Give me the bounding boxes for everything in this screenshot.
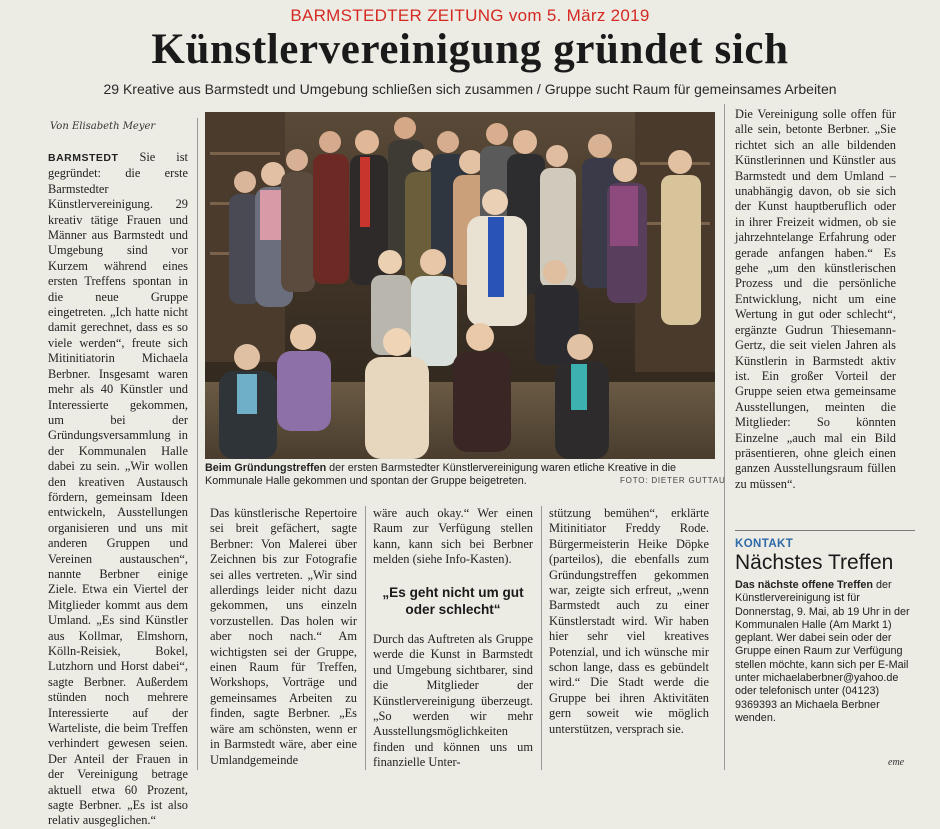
column-rule [365,506,366,770]
column-text: Sie ist gegründet: die erste Barmstedter Künstlervereinigung. 29 kreativ tätige Frauen und Männer aus Barmstedt und Umgebung sind vor Kurzem während eines ersten Treffens spontan in die neue Gruppe eingetreten. „Ich hatte nicht damit gerechnet, dass es so viele werden“, freute sich Mitinitiatorin Michaela Berbner. Insgesamt waren mehr als 40 Künstler und Interessierte gekommen, um bei der Gründungsversammlung in der Kommunalen Halle dabei zu sein. „Wir wollen den kreativen Austausch fördern, gemeinsam Ideen entwickeln, Ausstellungen organisieren und uns mit anderen Gruppen und Vereinen austauschen“, nannte Berbner einige Ziele. Etwa ein Viertel der Mitglieder kommt aus dem Umland. „Es sind Künstler aus Kollmar, Elmshorn, Kölln-Reisiek, Bokel, Lutzhorn und Horst dabei“, sagte Berbner. Außerdem stünden noch mehrere Interessierte auf der Warteliste, die beim Treffen verhindert gewesen seien. Der Anteil der Frauen in der Vereinigung betrage aktuell etwa 60 Prozent, sagte Berbner. „Es ist also relativ ausgeglichen.“ [48,150,188,828]
contact-lead: Das nächste offene Treffen [735,579,873,591]
subheadline: 29 Kreative aus Barmstedt und Umgebung schließen sich zusammen / Gruppe sucht Raum für gemeinsames Arbeiten [103,81,837,97]
column-rule [197,118,198,770]
article-column-1 [48,150,188,828]
contact-label: KONTAKT [735,538,794,550]
article-column-right [735,107,896,525]
caption-text: der ersten Barmstedter Künstlervereinigung waren etliche Kreative in die Kommunale Halle gekommen und spontan der Gruppe beigetreten. [205,462,677,487]
photo-credit: FOTO: DIETER GUTTAU [620,476,726,485]
byline: Von Elisabeth Meyer [50,121,156,132]
author-signature: eme [888,757,905,768]
article-column-4 [549,506,709,774]
section-rule [735,530,915,531]
article-column-2 [210,506,357,774]
newspaper-source: BARMSTEDTER ZEITUNG vom 5. März 2019 [290,6,650,25]
group-photo-illustration [205,112,715,459]
column-rule [724,104,725,770]
caption-lead: Beim Gründungstreffen [205,462,327,474]
article-column-3 [373,506,533,774]
dateline: BARMSTEDT [48,152,119,164]
contact-body [735,579,915,725]
contact-infobox [735,538,915,770]
column-text: stützung bemühen“, erklärte Mitinitiator Freddy Rode. Bürgermeisterin Heike Döpke (parteilos), die ebenfalls zum Gründungstreffen gekommen war, zeigte sich erfreut, „wenn Barmstedt auch zu einer Künstlerstadt wird. Wir haben hier sehr viel kreatives Potenzial, und ich wünsche mir schon lange, dass es gebündelt wird.“ Die Stadt werde die Gruppe bei ihren Aktivitäten gern soweit wie möglich unterstützen, versprach sie. [549,506,709,736]
contact-text: der Künstlervereinigung ist für Donnerstag, 9. Mai, ab 19 Uhr in der Kommunalen Halle (Am Markt 1) geplant. Wer dabei sein oder der Gruppe einen Raum zur Verfügung stellen möchte, kann sich per E-Mail unter michaelaberbner@yahoo.de oder telefonisch unter (04123) 9369393 an Michaela Berbner wenden. [735,579,910,724]
column-rule [541,506,542,770]
column-text: Die Vereinigung solle offen für alle sein, betonte Berbner. „Sie richtet sich an alle bildenden Künstlerinnen und Künstler aus Barmstedt und dem Umland – unabhängig davon, ob sie sich der Kunst hauptberuflich oder in ihrer Freizeit widmen, ob sie jahrzehntelange Erfahrung oder gerade anfangen haben.“ Es gehe „um den künstlerischen Prozess und die persönliche Entwicklung, nicht um eine Wertung in gut oder schlecht“, ergänzte Gudrun Thiesemann-Gertz, die seit vielen Jahren als Künstlerin in Barmstedt aktiv ist. Ein großer Vorteil der Gruppe seien etwa gemeinsame Ausstellungen, meinten die Mitglieder: So könnten Einzelne „auch mal ein Bild präsentieren, ohne gleich einen ganzen Ausstellungsraum füllen zu müssen“. [735,107,896,491]
contact-title: Nächstes Treffen [735,551,894,574]
headline: Künstlervereinigung gründet sich [151,26,789,73]
column-text: wäre auch okay.“ Wer einen Raum zur Verfügung stellen kann, kann sich bei Berbner melden (siehe Info-Kasten). [373,506,533,567]
group-photo [205,112,715,459]
column-text: Das künstlerische Repertoire sei breit gefächert, sagte Berbner: Von Malerei über Zeichnen bis zur Fotografie sei alles vertreten. „Wir sind allerdings leider nicht dazu gekommen, uns einzeln vorzustellen. Das holen wir aber noch nach.“ Am wichtigsten sei der Gruppe, einen Raum für Treffen, Workshops, Vorträge und gemeinsames Arbeiten zu finden, sagte Berbner. „Es wäre am schönsten, wenn er in Barmstedt wäre, aber eine Umlandgemeinde [210,506,357,767]
column-text: Durch das Auftreten als Gruppe werde die Kunst in Barmstedt und Umgebung sichtbarer, sind die Mitglieder der Künstlervereinigung überzeugt. „So werden wir mehr Ausstellungsmöglichkeiten finden und können uns um finanzielle Unter- [373,632,533,770]
intertitle: „Es geht nicht um gut oder schlecht“ [382,585,524,617]
